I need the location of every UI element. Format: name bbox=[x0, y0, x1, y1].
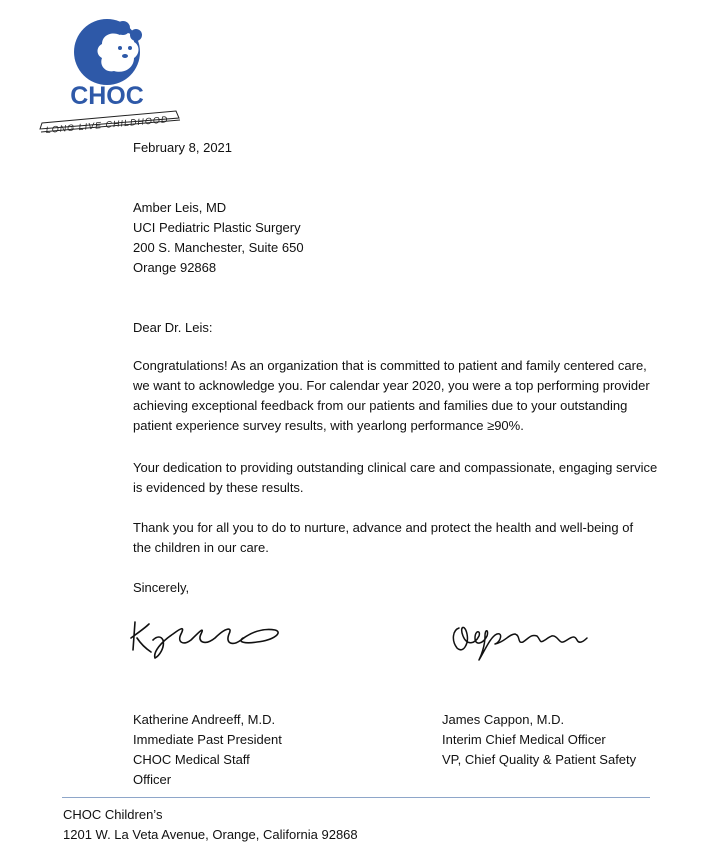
signatory-left-title: Immediate Past President bbox=[133, 732, 282, 747]
footer-address: 1201 W. La Veta Avenue, Orange, California 92868 bbox=[63, 827, 358, 842]
signature-left-icon bbox=[125, 612, 300, 662]
choc-logo bbox=[36, 8, 186, 143]
body-paragraph-2 bbox=[133, 458, 693, 498]
signatory-right-title: Interim Chief Medical Officer bbox=[442, 732, 606, 747]
signature-right-icon bbox=[445, 614, 600, 664]
signatory-left-title: CHOC Medical Staff bbox=[133, 752, 250, 767]
body-line: the children in our care. bbox=[133, 540, 269, 555]
signature-left bbox=[125, 612, 300, 662]
footer-org: CHOC Children’s bbox=[63, 807, 163, 822]
body-line: achieving exceptional feedback from our patients and families due to your outstanding bbox=[133, 398, 628, 413]
signatory-right-name: James Cappon, M.D. bbox=[442, 712, 565, 727]
letter-date: February 8, 2021 bbox=[133, 140, 233, 155]
body-line: Your dedication to providing outstanding clinical care and compassionate, engaging service bbox=[133, 460, 658, 475]
signatory-left bbox=[133, 710, 282, 790]
body-line: we want to acknowledge you. For calendar year 2020, you were a top performing provider bbox=[133, 378, 650, 393]
recipient-city-zip: Orange 92868 bbox=[133, 260, 217, 275]
body-paragraph-3 bbox=[133, 518, 693, 558]
body-line: patient experience survey results, with yearlong performance ≥90%. bbox=[133, 418, 524, 433]
recipient-name: Amber Leis, MD bbox=[133, 200, 227, 215]
body-line: Congratulations! As an organization that is committed to patient and family centered care, bbox=[133, 358, 647, 373]
footer bbox=[63, 805, 358, 845]
logo-wordmark: CHOC bbox=[70, 82, 144, 110]
signatory-right bbox=[442, 710, 636, 770]
recipient-address bbox=[133, 198, 304, 278]
footer-divider bbox=[62, 797, 650, 798]
logo-tagline: LONG LIVE CHILDHOOD bbox=[45, 114, 169, 135]
closing: Sincerely, bbox=[133, 580, 190, 595]
signatory-left-name: Katherine Andreeff, M.D. bbox=[133, 712, 276, 727]
signatory-left-title: Officer bbox=[133, 772, 172, 787]
signature-right bbox=[445, 614, 600, 664]
signatory-right-title: VP, Chief Quality & Patient Safety bbox=[442, 752, 637, 767]
body-line: Thank you for all you to do to nurture, advance and protect the health and well-being of bbox=[133, 520, 634, 535]
recipient-organization: UCI Pediatric Plastic Surgery bbox=[133, 220, 301, 235]
recipient-street: 200 S. Manchester, Suite 650 bbox=[133, 240, 304, 255]
bear-logo-icon bbox=[36, 8, 186, 143]
salutation: Dear Dr. Leis: bbox=[133, 320, 213, 335]
body-line: is evidenced by these results. bbox=[133, 480, 304, 495]
body-paragraph-1 bbox=[133, 356, 693, 436]
